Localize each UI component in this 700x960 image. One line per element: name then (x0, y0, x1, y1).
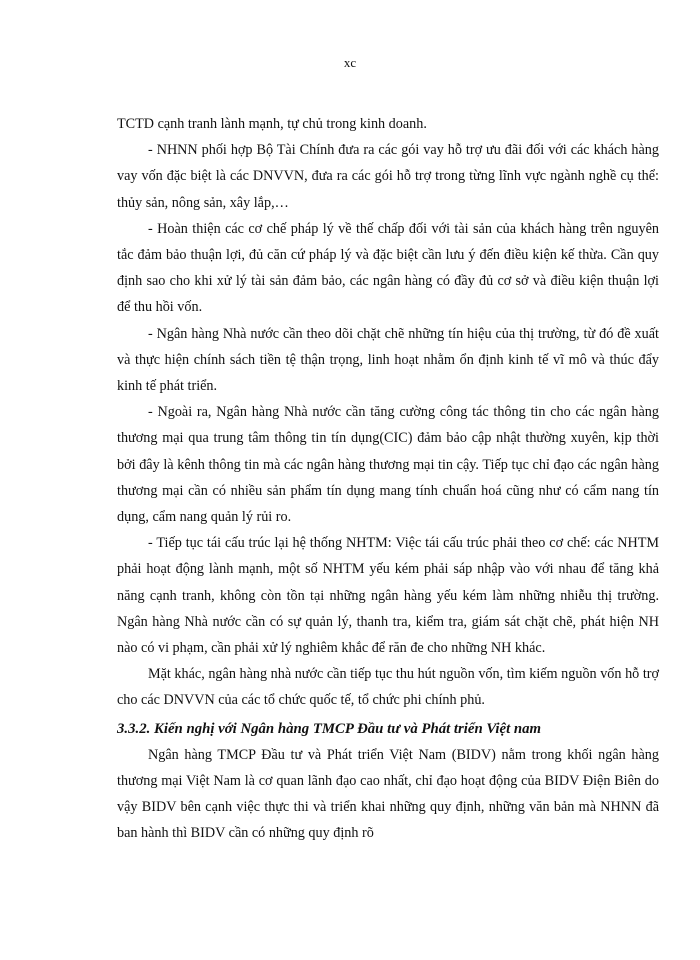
paragraph-bidv-recommendation: Ngân hàng TMCP Đầu tư và Phát triển Việt Nam (BIDV) nằm trong khối ngân hàng thương mại Việt Nam là cơ quan lãnh đạo cao nhất, chỉ đạo hoạt động của BIDV Điện Biên do vậy BIDV bên cạnh việc thực thi và triển khai những quy định, những văn bản mà NHNN đã ban hành thì BIDV cần có những quy định rõ (117, 746, 659, 842)
paragraph-restructuring: - Tiếp tục tái cấu trúc lại hệ thống NHTM: Việc tái cấu trúc phải theo cơ chế: các NHTM phải hoạt động lành mạnh, một số NHTM yếu kém phải sáp nhập vào với nhau để tăng khả năng cạnh tranh, không còn tồn tại những ngân hàng yếu kém làm những nhiễu thị trường. Ngân hàng Nhà nước cần có sự quản lý, thanh tra, kiểm tra, giám sát chặt chẽ, phát hiện NH nào có vi phạm, cần phải xử lý nghiêm khắc để răn đe cho những NH khác. (117, 535, 659, 657)
paragraph-nhnn-coordination: - NHNN phối hợp Bộ Tài Chính đưa ra các gói vay hỗ trợ ưu đãi đối với các khách hàng vay vốn đặc biệt là các DNVVN, đưa ra các gói hỗ trợ trong từng lĩnh vực ngành nghề cụ thể: thủy sản, nông sản, xây lắp,… (117, 142, 659, 211)
paragraph-capital-attraction: Mặt khác, ngân hàng nhà nước cần tiếp tục thu hút nguồn vốn, tìm kiếm nguồn vốn hỗ trợ cho các DNVVN của các tổ chức quốc tế, tổ chức phi chính phủ. (117, 666, 659, 709)
page-number: xc (343, 55, 357, 70)
paragraph-cic-information: - Ngoài ra, Ngân hàng Nhà nước cần tăng cường công tác thông tin cho các ngân hàng thương mại qua trung tâm thông tin tín dụng(CIC) đảm bảo cập nhật thường xuyên, kịp thời bởi đây là kênh thông tin mà các ngân hàng thương mại tin cậy. Tiếp tục chỉ đạo các ngân hàng thương mại cần có nhiều sản phẩm tín dụng mang tính chuẩn hoá cũng như có cẩm nang tín dụng, cẩm nang quản lý rủi ro. (117, 404, 659, 526)
paragraph-market-monitoring: - Ngân hàng Nhà nước cần theo dõi chặt chẽ những tín hiệu của thị trường, từ đó đề xuất và thực hiện chính sách tiền tệ thận trọng, linh hoạt nhằm ổn định kinh tế vĩ mô và thúc đẩy kinh tế phát triển. (117, 325, 659, 395)
paragraph-collateral-mechanism: - Hoàn thiện các cơ chế pháp lý về thế chấp đối với tài sản của khách hàng trên nguyên tắc đảm bảo thuận lợi, đủ căn cứ pháp lý và đặc biệt cần lưu ý đến điều kiện kế thừa. Cần quy định sao cho khi xử lý tài sản đảm bảo, các ngân hàng có đầy đủ cơ sở và điều kiện thuận lợi để thu hồi vốn. (117, 220, 659, 316)
document-body (117, 111, 659, 847)
section-heading: 3.3.2. Kiến nghị với Ngân hàng TMCP Đầu tư và Phát triển Việt nam (117, 720, 542, 737)
paragraph-continuation: TCTD cạnh tranh lành mạnh, tự chủ trong kinh doanh. (117, 116, 427, 132)
